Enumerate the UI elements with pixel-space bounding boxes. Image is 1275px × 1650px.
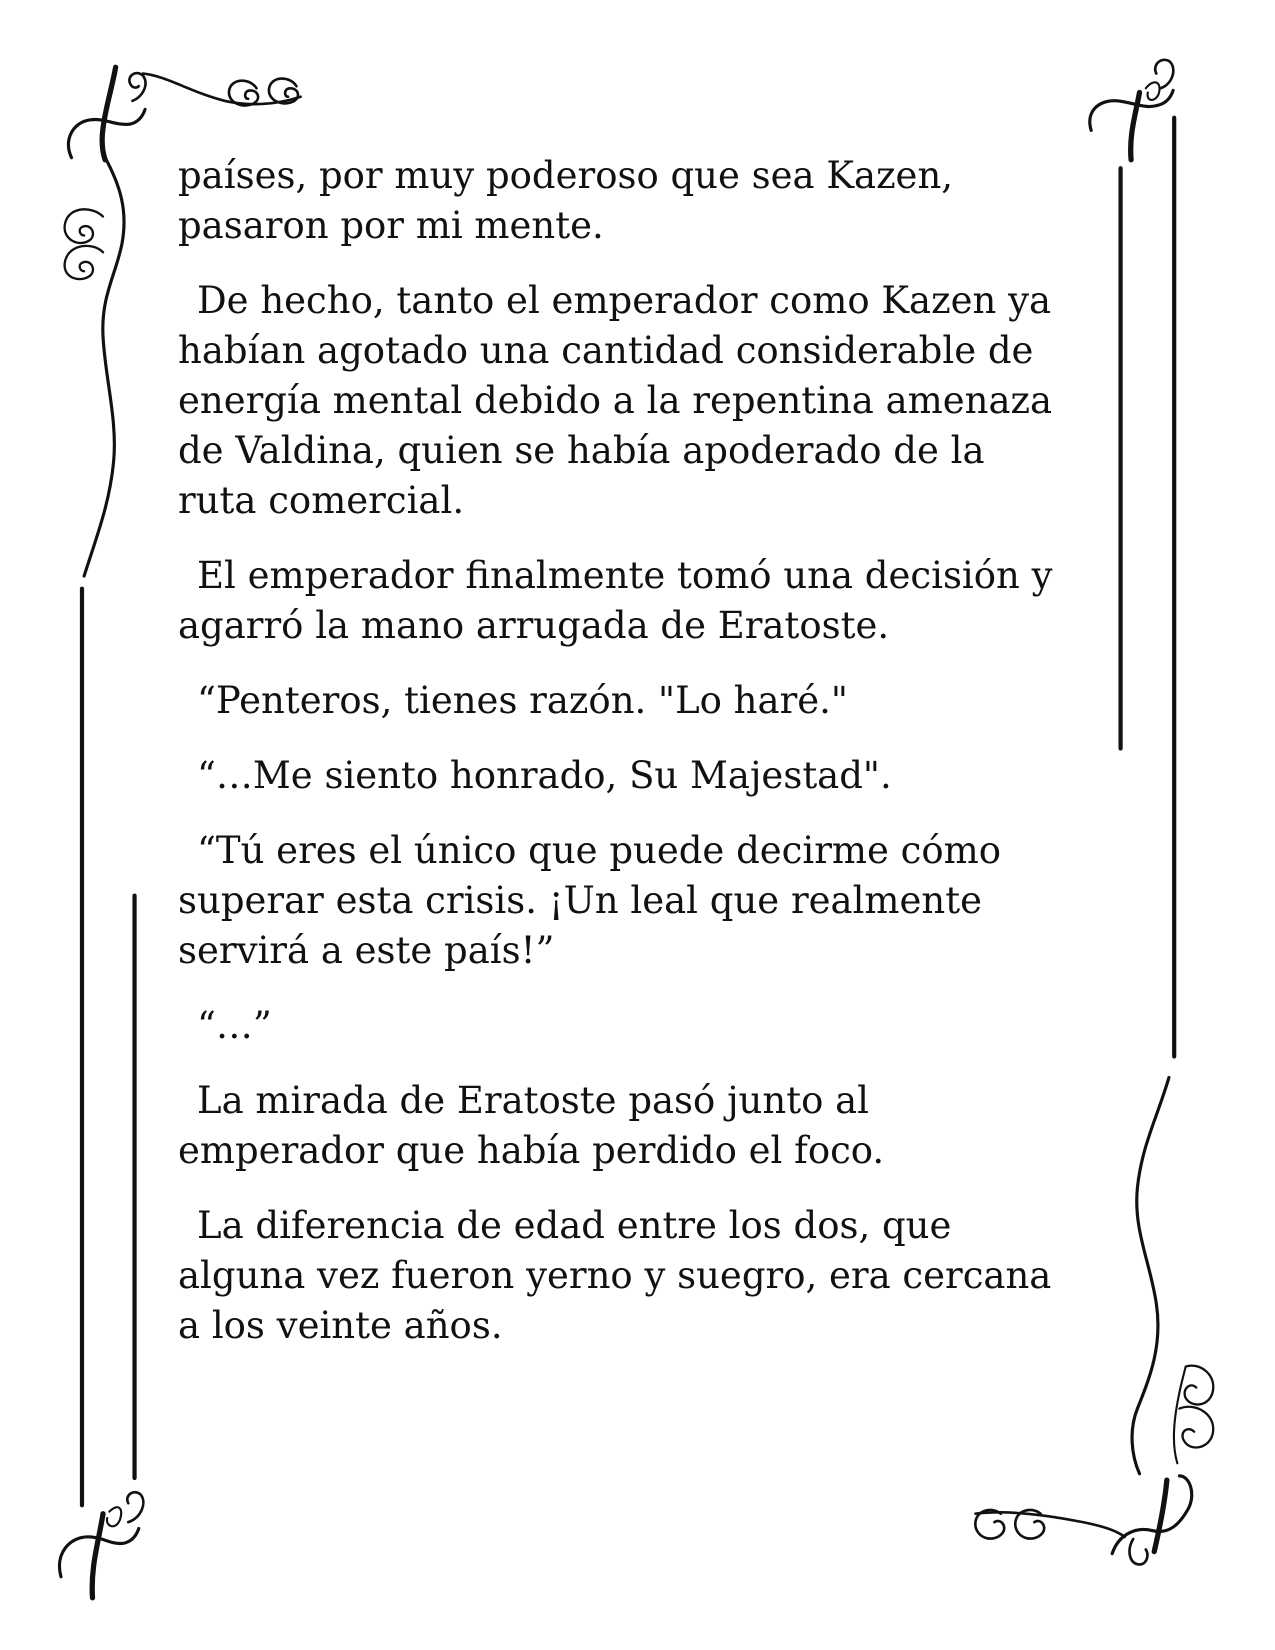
text-line: a los veinte años. — [178, 1304, 503, 1347]
paragraph — [178, 1076, 1138, 1176]
text-line: de Valdina, quien se había apoderado de la — [178, 429, 985, 472]
vine-spiral — [1179, 1407, 1213, 1448]
text-line: habían agotado una cantidad considerable de — [178, 329, 1034, 372]
text-line: países, por muy poderoso que sea Kazen, — [178, 154, 954, 197]
dialogue-paragraph — [178, 676, 1138, 726]
text-line: “…Me siento honrado, Su Majestad". — [197, 754, 892, 797]
flourish-stem — [1154, 1480, 1167, 1551]
text-line: La mirada de Eratoste pasó junto al — [197, 1079, 870, 1122]
page-text — [178, 151, 1138, 1376]
vine-spiral — [65, 209, 103, 243]
text-line: emperador que había perdido el foco. — [178, 1129, 885, 1172]
text-line: superar esta crisis. ¡Un leal que realmente — [178, 879, 982, 922]
dialogue-paragraph — [178, 751, 1138, 801]
top-right-flourish — [1090, 60, 1174, 160]
text-line: alguna vez fueron yerno y suegro, era cercana — [178, 1254, 1052, 1297]
bottom-right-flourish — [975, 1476, 1191, 1565]
text-line: El emperador finalmente tomó una decisión y — [197, 554, 1053, 597]
left-wavy-vine — [65, 158, 124, 576]
vine-spiral — [1185, 1366, 1214, 1405]
text-line: “Penteros, tienes razón. "Lo haré." — [197, 679, 848, 722]
vine-stroke — [84, 158, 124, 576]
text-line: “Tú eres el único que puede decirme cómo — [197, 829, 1002, 872]
paragraph — [178, 1201, 1138, 1351]
dialogue-paragraph — [178, 1001, 1138, 1051]
paragraph — [178, 276, 1138, 526]
flourish-stem — [102, 67, 115, 160]
paragraph — [178, 551, 1138, 651]
text-line: energía mental debido a la repentina amenaza — [178, 379, 1053, 422]
flourish-hook — [1112, 1476, 1192, 1554]
top-left-flourish — [69, 67, 301, 160]
text-line: La diferencia de edad entre los dos, que — [197, 1204, 952, 1247]
text-line: “…” — [197, 1004, 272, 1047]
text-line: servirá a este país!” — [178, 929, 555, 972]
flourish-spiral — [229, 81, 258, 106]
text-line: De hecho, tanto el emperador como Kazen ya — [197, 279, 1052, 322]
flourish-curl — [127, 1492, 143, 1522]
dialogue-paragraph — [178, 826, 1138, 976]
flourish-loop — [1146, 82, 1160, 100]
bottom-left-flourish — [59, 1492, 143, 1598]
vine-tail — [1174, 1367, 1186, 1464]
flourish-stem — [92, 1514, 103, 1598]
text-line: pasaron por mi mente. — [178, 204, 604, 247]
text-line: agarró la mano arrugada de Eratoste. — [178, 604, 890, 647]
flourish-curl — [129, 73, 145, 101]
text-line: ruta comercial. — [178, 479, 465, 522]
vine-spiral — [65, 246, 103, 279]
flourish-curl — [1130, 1539, 1148, 1565]
flourish-swash — [976, 1512, 1125, 1536]
paragraph — [178, 151, 1138, 251]
right-wavy-vine — [1132, 1077, 1213, 1473]
flourish-loop — [107, 1507, 121, 1526]
